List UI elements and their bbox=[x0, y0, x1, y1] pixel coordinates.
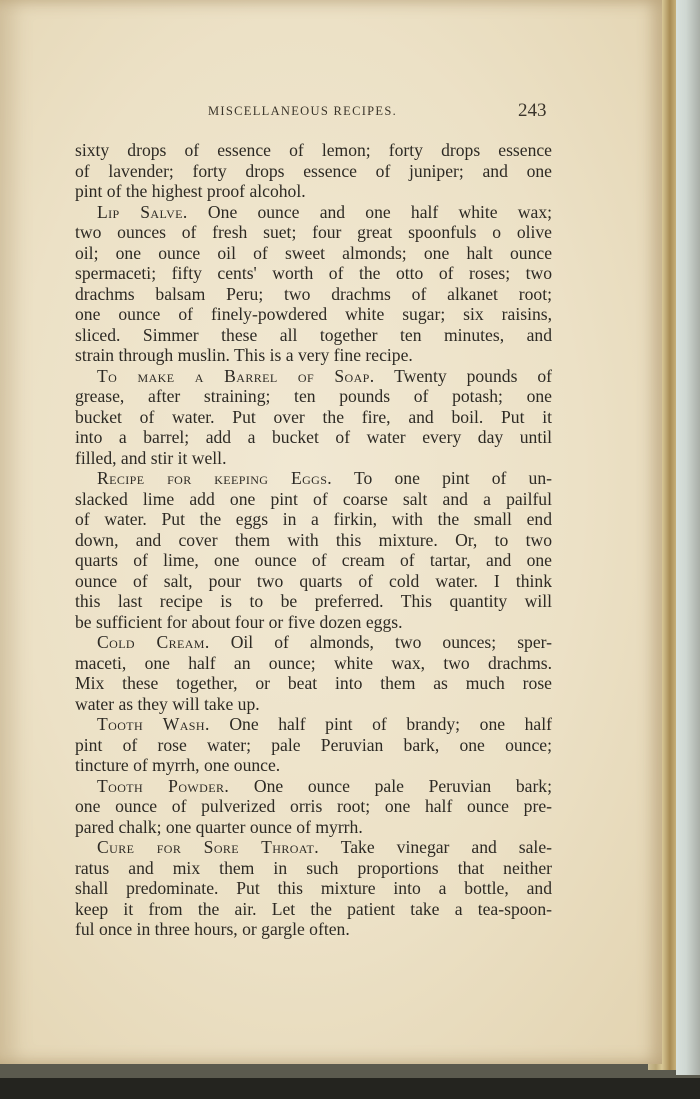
recipe-paragraph bbox=[75, 468, 552, 632]
text-line: down, and cover them with this mixture. Or, to two bbox=[75, 529, 552, 550]
text-line: ratus and mix them in such proportions that neither bbox=[75, 857, 552, 878]
text-line: pint of the highest proof alcohol. bbox=[75, 181, 306, 201]
text-line: oil; one ounce oil of sweet almonds; one halt ounce bbox=[75, 242, 552, 263]
recipe-paragraph bbox=[75, 714, 552, 776]
book-cover-edge bbox=[676, 0, 700, 1075]
text-line: be sufficient for about four or five dozen eggs. bbox=[75, 611, 403, 632]
text-line: into a barrel; add a bucket of water every day until bbox=[75, 427, 552, 447]
recipe-heading: Tooth Powder. bbox=[97, 775, 230, 796]
text-segment: One half pint of brandy; one half bbox=[209, 714, 552, 734]
text-line: drachms balsam Peru; two drachms of alkanet root; bbox=[75, 283, 552, 304]
recipe-heading: Cold Cream. bbox=[97, 632, 210, 652]
text-line: shall predominate. Put this mixture into a bottle, and bbox=[75, 878, 552, 898]
text-line: maceti, one half an ounce; white wax, two drachms. bbox=[75, 652, 552, 673]
text-segment: Take vinegar and sale- bbox=[319, 837, 552, 857]
text-line: Mix these together, or beat into them as much rose bbox=[75, 673, 552, 693]
text-line bbox=[75, 632, 552, 653]
text-line: bucket of water. Put over the fire, and boil. Put it bbox=[75, 406, 552, 427]
background-strip-dark bbox=[0, 1078, 700, 1099]
recipe-text bbox=[75, 140, 552, 940]
text-line bbox=[75, 776, 552, 797]
text-line: of water. Put the eggs in a firkin, with the small end bbox=[75, 509, 552, 529]
text-line: one ounce of pulverized orris root; one half ounce pre- bbox=[75, 796, 552, 816]
text-segment: Oil of almonds, two ounces; sper- bbox=[209, 632, 552, 652]
recipe-paragraph bbox=[75, 140, 552, 202]
text-line bbox=[75, 468, 552, 489]
text-line: spermaceti; fifty cents' worth of the otto of roses; two bbox=[75, 263, 552, 283]
text-line: sixty drops of essence of lemon; forty drops essence bbox=[75, 140, 552, 160]
text-line bbox=[75, 714, 552, 735]
text-line: strain through muslin. This is a very fine recipe. bbox=[75, 345, 413, 365]
recipe-heading: Tooth Wash. bbox=[97, 714, 210, 734]
running-head bbox=[0, 100, 662, 124]
text-line: two ounces of fresh suet; four great spoonfuls o olive bbox=[75, 222, 552, 242]
text-line bbox=[75, 202, 552, 223]
text-line: of lavender; forty drops essence of juniper; and one bbox=[75, 160, 552, 181]
text-line: ful once in three hours, or gargle often. bbox=[75, 919, 350, 939]
text-line: pint of rose water; pale Peruvian bark, one ounce; bbox=[75, 734, 552, 755]
text-segment: To one pint of un- bbox=[332, 468, 552, 488]
text-line: sliced. Simmer these all together ten minutes, and bbox=[75, 324, 552, 345]
recipe-heading: To make a Barrel of Soap. bbox=[97, 365, 375, 386]
text-line: pared chalk; one quarter ounce of myrrh. bbox=[75, 816, 363, 837]
text-line: keep it from the air. Let the patient take a tea-spoon- bbox=[75, 898, 552, 919]
recipe-paragraph bbox=[75, 632, 552, 714]
text-line: filled, and stir it well. bbox=[75, 447, 227, 468]
text-segment: One ounce and one half white wax; bbox=[187, 201, 552, 222]
page-number: 243 bbox=[518, 100, 547, 121]
text-line: grease, after straining; ten pounds of potash; one bbox=[75, 386, 552, 406]
recipe-paragraph bbox=[75, 366, 552, 469]
recipe-heading: Recipe for keeping Eggs. bbox=[97, 468, 333, 488]
recipe-heading: Lip Salve. bbox=[97, 201, 188, 222]
text-segment: One ounce pale Peruvian bark; bbox=[229, 775, 552, 796]
running-head-title: MISCELLANEOUS RECIPES. bbox=[208, 104, 398, 118]
recipe-paragraph bbox=[75, 776, 552, 838]
text-segment: Twenty pounds of bbox=[374, 365, 552, 386]
text-line: tincture of myrrh, one ounce. bbox=[75, 755, 281, 775]
text-line: slacked lime add one pint of coarse salt and a pailful bbox=[75, 488, 552, 509]
text-line: this last recipe is to be preferred. This quantity will bbox=[75, 591, 552, 611]
text-line: one ounce of finely-powdered white sugar; six raisins, bbox=[75, 304, 552, 324]
text-line: quarts of lime, one ounce of cream of tartar, and one bbox=[75, 550, 552, 570]
text-line bbox=[75, 366, 552, 387]
text-line: ounce of salt, pour two quarts of cold water. I think bbox=[75, 570, 552, 591]
text-line: water as they will take up. bbox=[75, 693, 260, 714]
text-line bbox=[75, 837, 552, 858]
recipe-heading: Cure for Sore Throat. bbox=[97, 837, 320, 857]
recipe-paragraph bbox=[75, 837, 552, 940]
recipe-paragraph bbox=[75, 202, 552, 366]
